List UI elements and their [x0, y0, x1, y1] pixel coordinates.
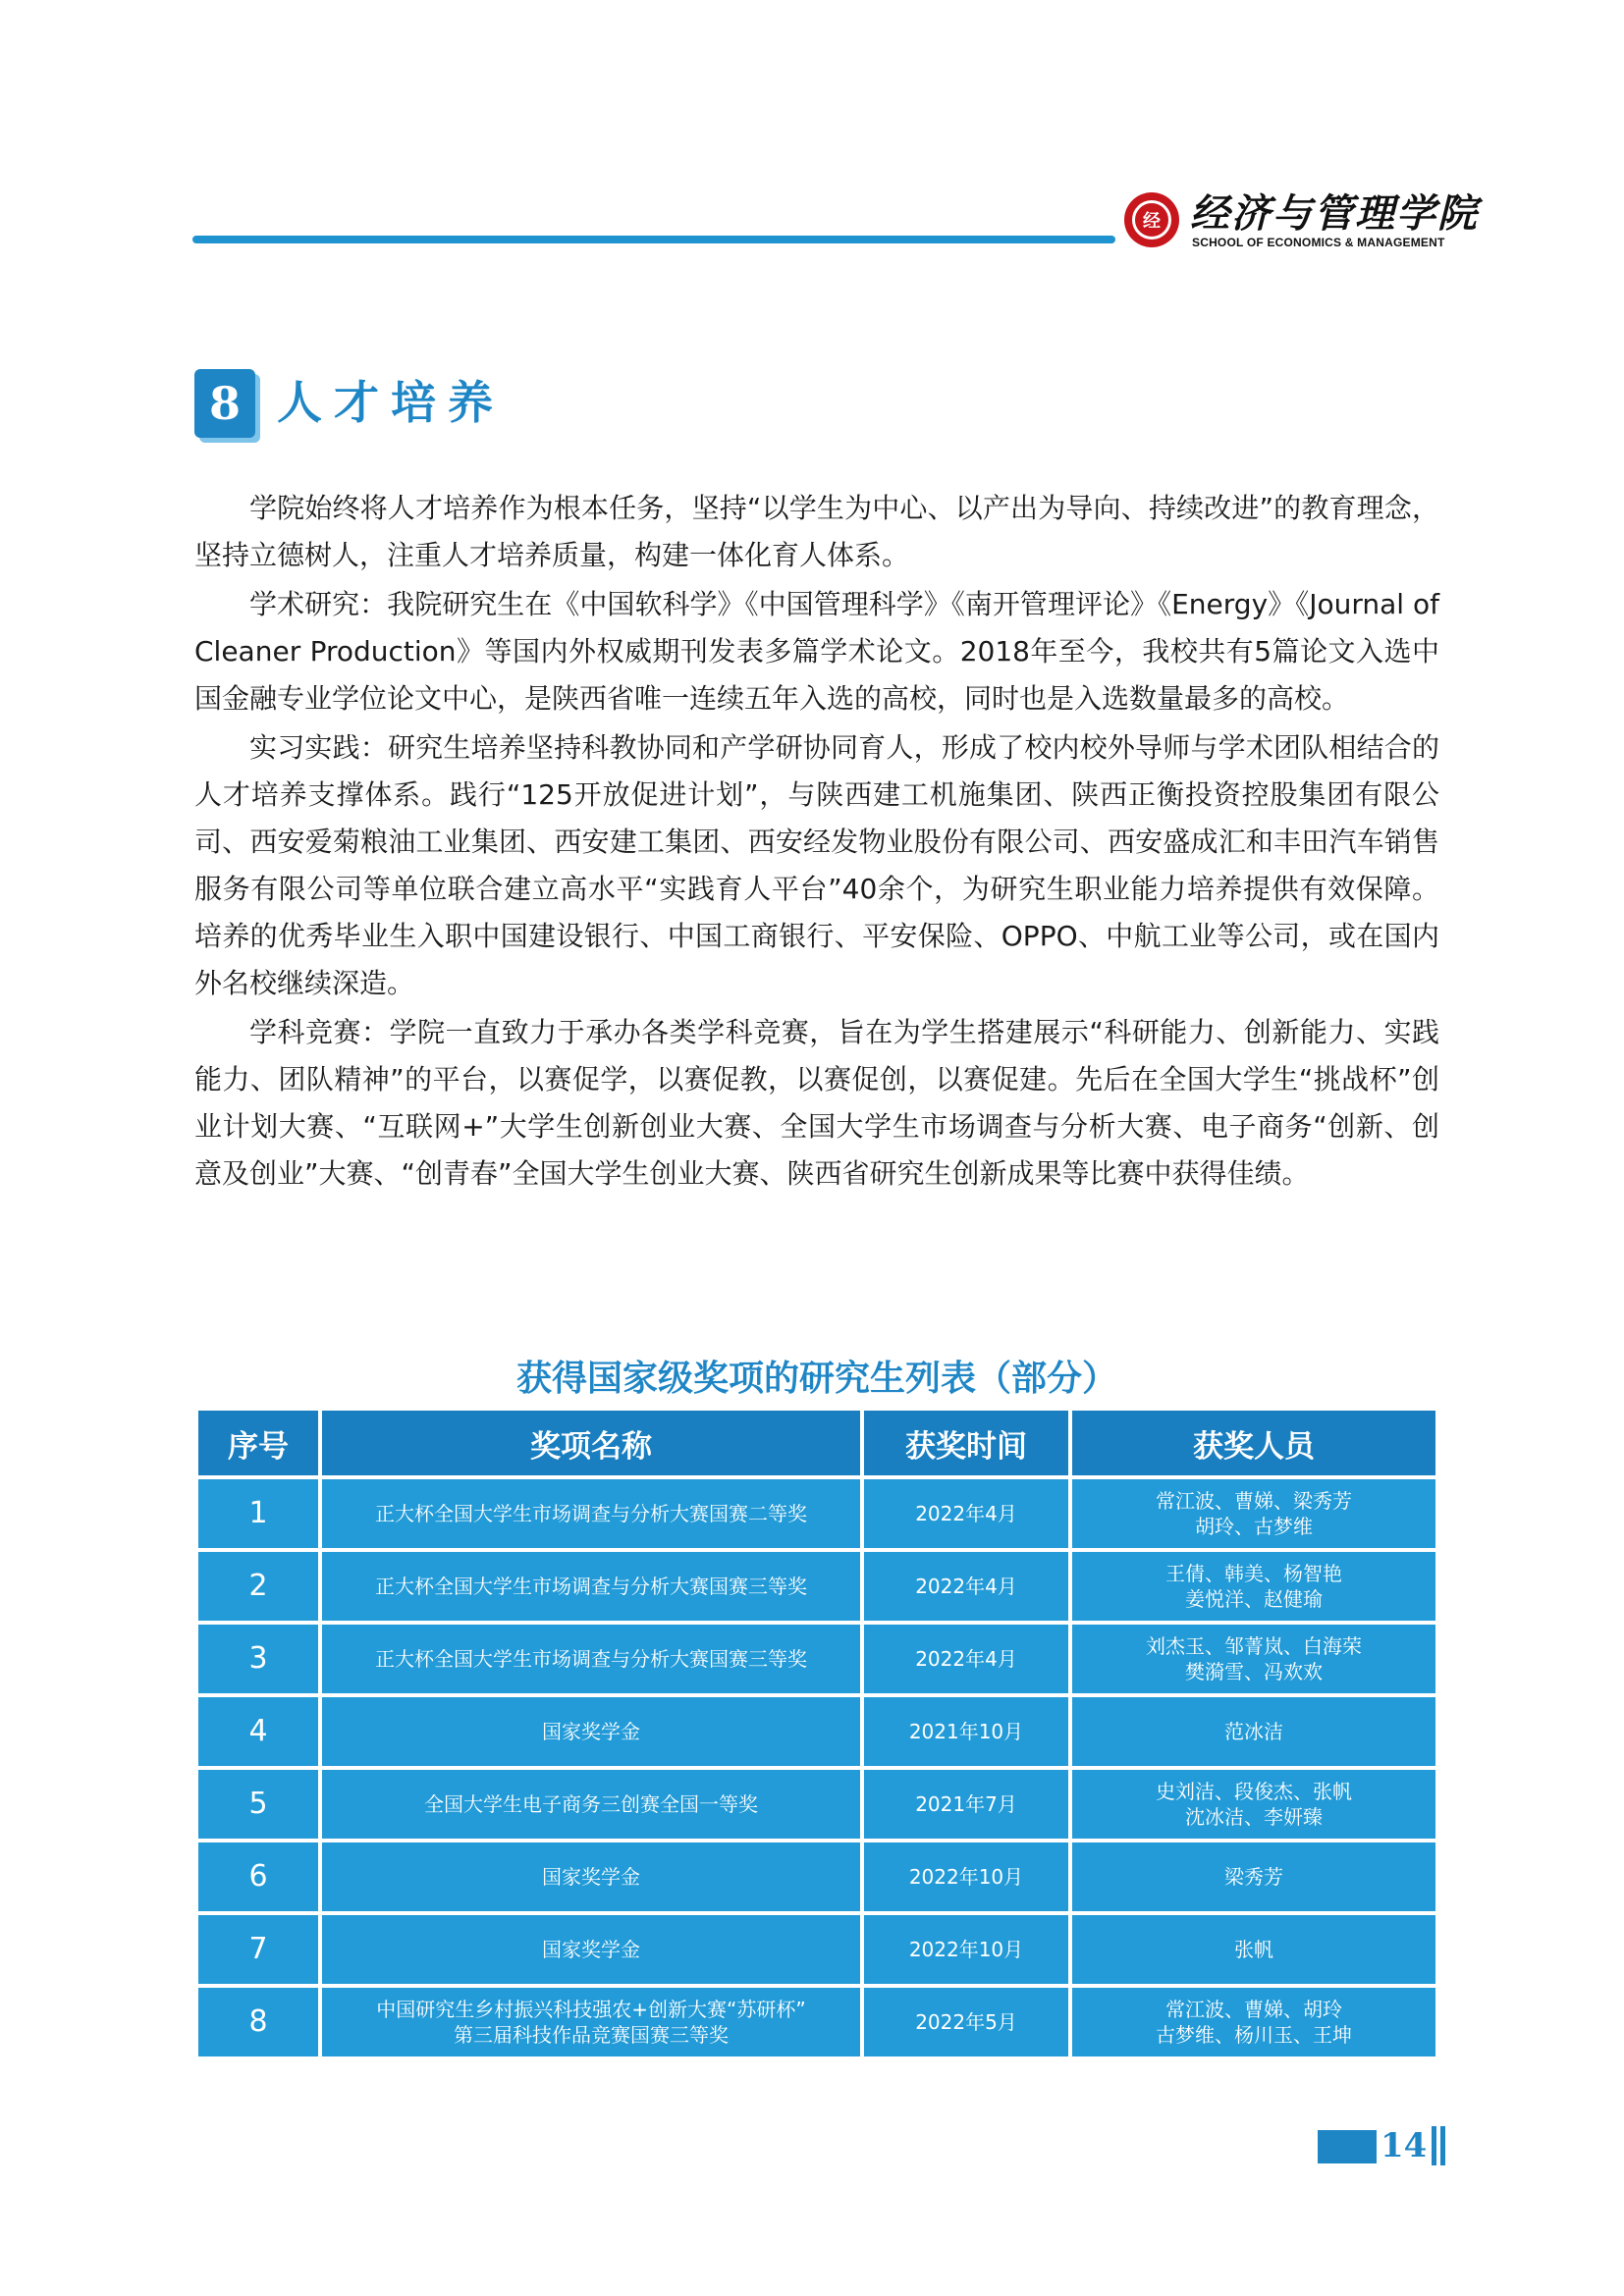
- header-index: 序号: [198, 1411, 318, 1475]
- row-index: 3: [198, 1625, 318, 1693]
- header-rule: [192, 236, 1115, 243]
- table-header-row: [198, 1411, 1435, 1475]
- header-award-time: 获奖时间: [864, 1411, 1068, 1475]
- table-row: [198, 1842, 1435, 1911]
- row-winners: 史刘洁、段俊杰、张帆 沈冰洁、李妍臻: [1072, 1770, 1435, 1839]
- row-award-time: 2022年10月: [864, 1842, 1068, 1911]
- section-title: 人才培养: [277, 376, 505, 429]
- row-index: 6: [198, 1842, 318, 1911]
- row-index: 2: [198, 1552, 318, 1621]
- row-award-time: 2022年4月: [864, 1552, 1068, 1621]
- header-winners: 获奖人员: [1072, 1411, 1435, 1475]
- row-award-name: 正大杯全国大学生市场调查与分析大赛国赛三等奖: [322, 1625, 860, 1693]
- row-award-time: 2022年4月: [864, 1625, 1068, 1693]
- row-award-name: 国家奖学金: [322, 1697, 860, 1766]
- row-index: 7: [198, 1915, 318, 1984]
- table-title: 获得国家级奖项的研究生列表（部分）: [515, 1359, 1117, 1399]
- paragraph-intro: 学院始终将人才培养作为根本任务，坚持“以学生为中心、以产出为导向、持续改进”的教育理念，坚持立德树人，注重人才培养质量，构建一体化育人体系。: [194, 492, 1439, 571]
- row-index: 5: [198, 1770, 318, 1839]
- row-award-time: 2022年4月: [864, 1479, 1068, 1548]
- awards-table: [194, 1407, 1439, 2060]
- row-winners: 王倩、韩美、杨智艳 姜悦洋、赵健瑜: [1072, 1552, 1435, 1621]
- row-award-time: 2021年7月: [864, 1770, 1068, 1839]
- paragraph-practice: 实习实践：研究生培养坚持科教协同和产学研协同育人，形成了校内校外导师与学术团队相结合的人才培养支撑体系。践行“125开放促进计划”，与陕西建工机施集团、陕西正衡投资控股集团有限公司、西安爱菊粮油工业集团、西安建工集团、西安经发物业股份有限公司、西安盛成汇和丰田汽车销售服务有限公司等单位联合建立高水平“实践育人平台”40余个，为研究生职业能力培养提供有效保障。培养的优秀毕业生入职中国建设银行、中国工商银行、平安保险、OPPO、中航工业等公司，或在国内外名校继续深造。: [194, 731, 1439, 999]
- paragraph-research: 学术研究：我院研究生在《中国软科学》《中国管理科学》《南开管理评论》《Energy》《Journal of Cleaner Production》等国内外权威期刊发表多篇学术论文。2018年至今，我校共有5篇论文入选中国金融专业学位论文中心，是陕西省唯一连续五年入选的高校，同时也是入选数量最多的高校。: [194, 588, 1439, 715]
- row-index: 8: [198, 1988, 318, 2056]
- table-row: [198, 1770, 1435, 1839]
- row-award-name: 中国研究生乡村振兴科技强农+创新大赛“苏研杯” 第三届科技作品竞赛国赛三等奖: [322, 1988, 860, 2056]
- table-row: [198, 1552, 1435, 1621]
- row-award-name: 全国大学生电子商务三创赛全国一等奖: [322, 1770, 860, 1839]
- row-winners: 常江波、曹娣、梁秀芳 胡玲、古梦维: [1072, 1479, 1435, 1548]
- school-logo: [1124, 192, 1179, 247]
- row-award-name: 正大杯全国大学生市场调查与分析大赛国赛二等奖: [322, 1479, 860, 1548]
- school-name-en: SCHOOL OF ECONOMICS & MANAGEMENT: [1192, 236, 1445, 249]
- table-row: [198, 1988, 1435, 2056]
- row-winners: 梁秀芳: [1072, 1842, 1435, 1911]
- row-index: 4: [198, 1697, 318, 1766]
- row-winners: 刘杰玉、邹菁岚、白海荣 樊漪雪、冯欢欢: [1072, 1625, 1435, 1693]
- table-row: [198, 1479, 1435, 1548]
- header-award-name: 奖项名称: [322, 1411, 860, 1475]
- section-number-badge: 8: [194, 369, 255, 438]
- page-number-block: [1318, 2130, 1377, 2163]
- row-award-name: 国家奖学金: [322, 1915, 860, 1984]
- row-award-time: 2022年5月: [864, 1988, 1068, 2056]
- row-index: 1: [198, 1479, 318, 1548]
- row-award-time: 2022年10月: [864, 1915, 1068, 1984]
- row-award-name: 正大杯全国大学生市场调查与分析大赛国赛三等奖: [322, 1552, 860, 1621]
- row-award-name: 国家奖学金: [322, 1842, 860, 1911]
- table-row: [198, 1697, 1435, 1766]
- page-bar-2: [1440, 2126, 1445, 2165]
- school-name: 经济与管理学院: [1190, 190, 1479, 237]
- body-text: [194, 485, 1439, 1200]
- page-bar-1: [1432, 2126, 1436, 2165]
- row-winners: 常江波、曹娣、胡玲 古梦维、杨川玉、王坤: [1072, 1988, 1435, 2056]
- table-row: [198, 1915, 1435, 1984]
- row-winners: 张帆: [1072, 1915, 1435, 1984]
- row-winners: 范冰洁: [1072, 1697, 1435, 1766]
- row-award-time: 2021年10月: [864, 1697, 1068, 1766]
- school-logo-mark: 经: [1132, 200, 1171, 240]
- page-number: 14: [1380, 2126, 1428, 2165]
- paragraph-competition: 学科竞赛：学院一直致力于承办各类学科竞赛，旨在为学生搭建展示“科研能力、创新能力、实践能力、团队精神”的平台，以赛促学，以赛促教，以赛促创，以赛促建。先后在全国大学生“挑战杯”创业计划大赛、“互联网+”大学生创新创业大赛、全国大学生市场调查与分析大赛、电子商务“创新、创意及创业”大赛、“创青春”全国大学生创业大赛、陕西省研究生创新成果等比赛中获得佳绩。: [194, 1016, 1439, 1190]
- table-row: [198, 1625, 1435, 1693]
